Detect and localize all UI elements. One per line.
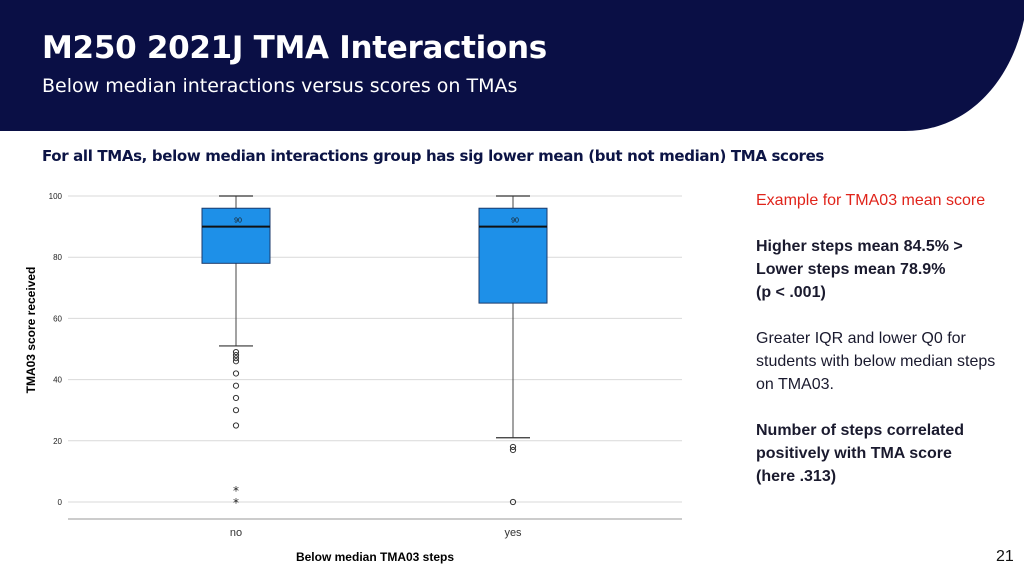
y-ticks [49, 192, 63, 507]
outlier-point [233, 395, 238, 400]
page-number: 21 [996, 548, 1014, 565]
median-label: 90 [234, 217, 242, 225]
notes-panel [756, 189, 996, 511]
outlier-point [233, 423, 238, 428]
means-line-2: Lower steps mean 78.9% [756, 261, 946, 278]
correlation-line-1: Number of steps correlated [756, 422, 965, 439]
y-tick-label: 60 [53, 314, 62, 324]
example-note: Example for TMA03 mean score [756, 192, 986, 209]
y-axis-label: TMA03 score received [24, 266, 38, 394]
extreme-point: * [233, 496, 239, 510]
iqr-box [202, 208, 270, 263]
box-group-yes [479, 196, 547, 539]
boxplot-chart [0, 170, 700, 570]
y-tick-label: 80 [53, 253, 62, 263]
means-line-3: (p < .001) [756, 284, 826, 301]
outlier-point [233, 371, 238, 376]
iqr-note: Greater IQR and lower Q0 for students with below median steps on TMA03. [756, 330, 996, 393]
correlation-line-3: (here .313) [756, 468, 837, 485]
gridlines [68, 196, 682, 502]
y-tick-label: 20 [53, 436, 62, 446]
page-subtitle: Below median interactions versus scores on TMAs [42, 75, 518, 97]
box-group-no [202, 196, 270, 539]
means-line-1: Higher steps mean 84.5% > [756, 238, 963, 255]
category-label: no [229, 527, 243, 539]
means-note [756, 235, 996, 304]
correlation-line-2: positively with TMA score [756, 445, 952, 462]
y-tick-label: 100 [48, 192, 62, 201]
y-tick-label: 40 [53, 375, 62, 385]
header-banner [0, 0, 1024, 131]
median-label: 90 [511, 217, 519, 225]
extreme-point: * [233, 483, 239, 498]
outlier-point [233, 383, 238, 388]
correlation-note [756, 419, 996, 488]
page-title: M250 2021J TMA Interactions [42, 30, 547, 66]
boxes [202, 196, 547, 539]
x-axis-label: Below median TMA03 steps [295, 550, 455, 564]
outlier-point [233, 408, 238, 413]
slide-headline: For all TMAs, below median interactions group has sig lower mean (but not median) TMA scores [42, 147, 824, 165]
category-label: yes [504, 527, 522, 539]
y-tick-label: 0 [57, 498, 62, 507]
